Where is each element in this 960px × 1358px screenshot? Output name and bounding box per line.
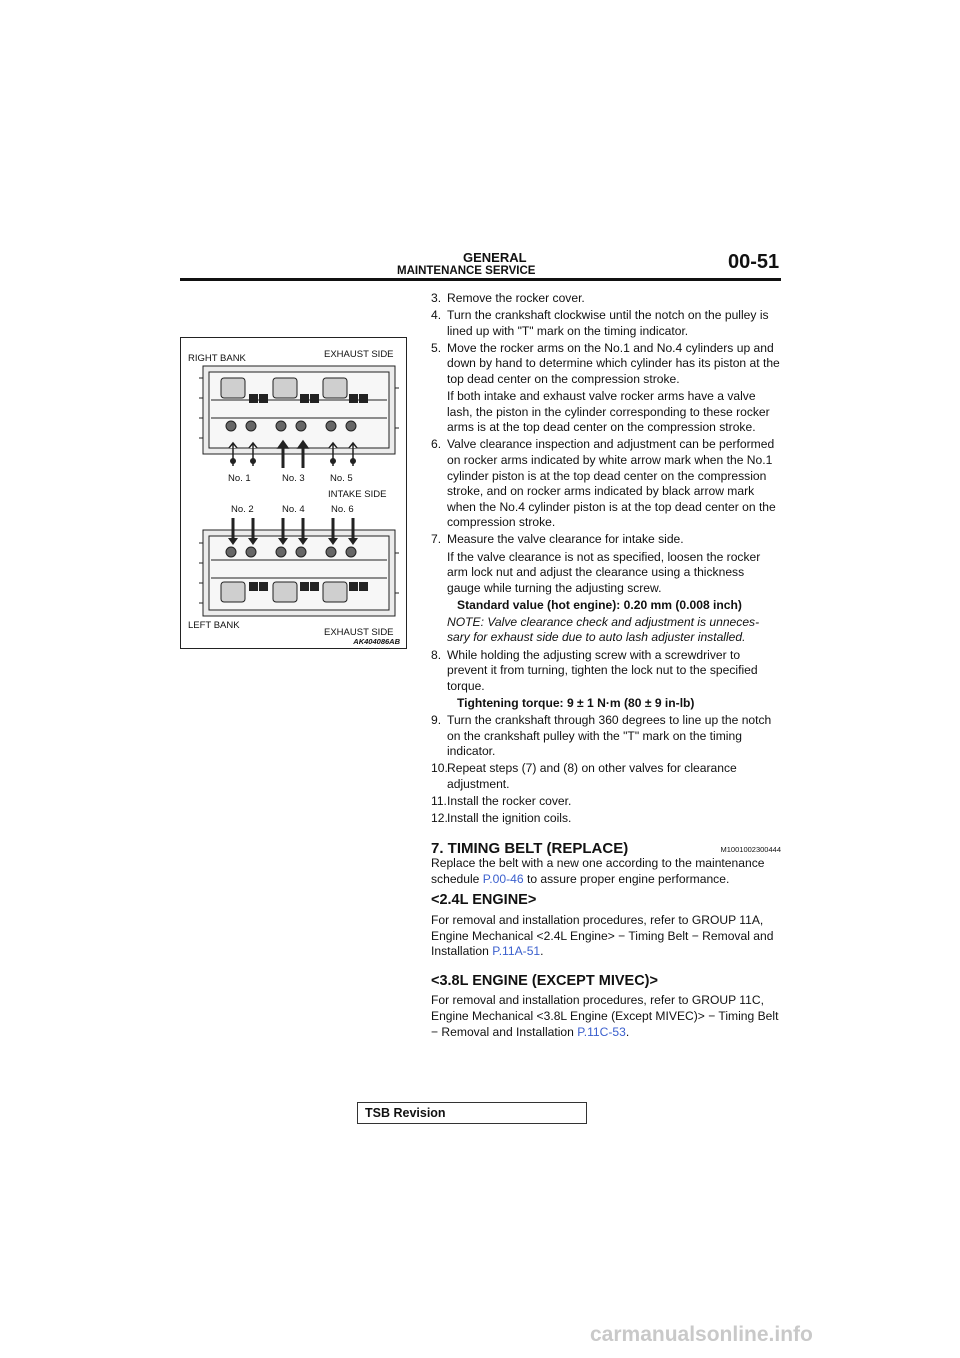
- reference-code: M1001002300444: [720, 844, 781, 854]
- section-title: MAINTENANCE SERVICE: [397, 265, 536, 277]
- step-10: 10. Repeat steps (7) and (8) on other valves for clearance adjustment.: [431, 761, 737, 791]
- label-no5: No. 5: [330, 473, 353, 484]
- link-p00-46[interactable]: P.00-46: [482, 871, 524, 886]
- label-no6: No. 6: [331, 504, 354, 515]
- step-6: 6. Valve clearance inspection and adjustment can be performed on rocker arms indicated by white arrow mark when the No.1 cylinder piston is at the top dead center on the compression stroke, and on rocker arms indicated by black arrow mark when the No.4 cylinder piston is at the top dead center on the compression stroke.: [431, 437, 776, 530]
- group-title: GENERAL: [463, 250, 527, 265]
- note: NOTE: Valve clearance check and adjustment is unneces-sary for exhaust side due to auto lash adjuster installed.: [447, 614, 760, 645]
- label-exhaust-bottom: EXHAUST SIDE: [324, 627, 394, 638]
- step-7: 7. Measure the valve clearance for intake side.: [431, 532, 684, 547]
- label-no3: No. 3: [282, 473, 305, 484]
- standard-value: Standard value (hot engine): 0.20 mm (0.008 inch): [457, 597, 742, 612]
- step-7-detail: If the valve clearance is not as specified, loosen the rocker arm lock nut and adjust the clearance using a thickness gauge while turning the adjusting screw.: [447, 549, 761, 595]
- step-8: 8. While holding the adjusting screw with a screwdriver to prevent it from turning, tighten the lock nut to the specified torque.: [431, 647, 758, 693]
- section-heading-timing-belt: 7. TIMING BELT (REPLACE) M1001002300444: [431, 839, 781, 857]
- engine-diagram: [180, 337, 407, 649]
- step-5: 5. Move the rocker arms on the No.1 and No.4 cylinders up and down by hand to determine which cylinder has its piston at the top dead center on the compression stroke.: [431, 340, 780, 386]
- header-rule: [180, 278, 781, 281]
- tightening-torque: Tightening torque: 9 ± 1 N·m (80 ± 9 in-lb): [457, 695, 695, 710]
- page-number: 00-51: [728, 251, 780, 273]
- step-5-detail: If both intake and exhaust valve rocker arms have a valve lash, the piston in the cylinder corresponding to these rocker arms is at the top dead center on the compression stroke.: [447, 389, 770, 435]
- step-3: 3. Remove the rocker cover.: [431, 291, 585, 305]
- step-11: 11. Install the rocker cover.: [431, 793, 572, 808]
- step-4: 4. Turn the crankshaft clockwise until the notch on the pulley is lined up with "T" mark on the timing indicator.: [431, 308, 769, 338]
- figure-code: AK404086AB: [353, 637, 400, 646]
- heading-2-4l-engine: <2.4L ENGINE>: [431, 892, 537, 909]
- procedure-column: [431, 291, 781, 1040]
- label-exhaust-top: EXHAUST SIDE: [324, 349, 394, 360]
- watermark: carmanualsonline.info: [590, 1323, 813, 1346]
- timing-belt-intro: Replace the belt with a new one according to the maintenance schedule P.00-46 to assure proper engine performance.: [431, 856, 765, 886]
- cylinder-head-drawing: [181, 338, 406, 648]
- label-intake: INTAKE SIDE: [328, 489, 387, 500]
- label-no4: No. 4: [282, 504, 305, 515]
- link-p11a-51[interactable]: P.11A-51: [492, 944, 541, 959]
- tsb-revision-box: TSB Revision: [357, 1102, 587, 1124]
- step-12: 12. Install the ignition coils.: [431, 811, 572, 825]
- label-no2: No. 2: [231, 504, 254, 515]
- label-left-bank: LEFT BANK: [188, 620, 240, 631]
- label-right-bank: RIGHT BANK: [188, 353, 246, 364]
- heading-3-8l-engine: <3.8L ENGINE (EXCEPT MIVEC)>: [431, 972, 658, 989]
- step-9: 9. Turn the crankshaft through 360 degrees to line up the notch on the crankshaft pulley with the "T" mark on the timing indicator.: [431, 712, 772, 759]
- link-p11c-53[interactable]: P.11C-53: [577, 1024, 626, 1039]
- para-2-4l: For removal and installation procedures, refer to GROUP 11A, Engine Mechanical <2.4L Engine> − Timing Belt − Removal and Installation P.11A-51.: [431, 912, 774, 959]
- para-3-8l: For removal and installation procedures, refer to GROUP 11C, Engine Mechanical <3.8L Engine (Except MIVEC)> − Timing Belt − Removal and Installation P.11C-53.: [431, 993, 779, 1039]
- label-no1: No. 1: [228, 473, 251, 484]
